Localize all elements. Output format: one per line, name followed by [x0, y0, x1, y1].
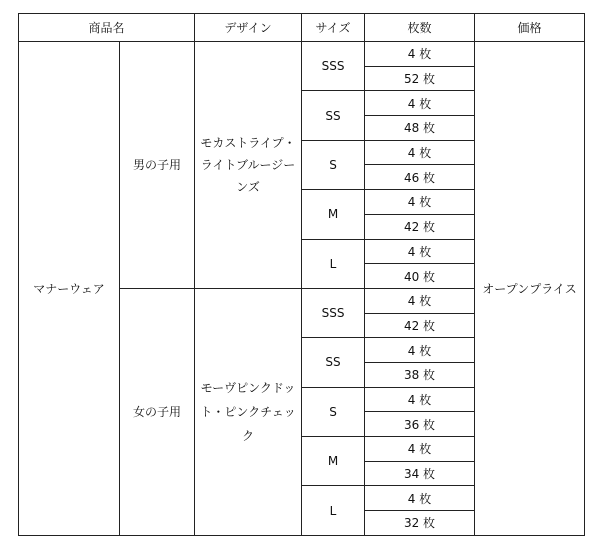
header-price: 価格	[475, 14, 585, 42]
table-row	[19, 42, 585, 67]
size-cell: M	[302, 437, 365, 486]
product-table	[18, 13, 585, 536]
size-cell: L	[302, 486, 365, 535]
header-product-name: 商品名	[19, 14, 195, 42]
size-cell: S	[302, 387, 365, 436]
product-name-cell: マナーウェア	[19, 42, 120, 536]
group-label-boys: 男の子用	[120, 42, 195, 289]
size-cell: SSS	[302, 42, 365, 91]
count-cell: 42 枚	[365, 313, 475, 338]
group-label-girls: 女の子用	[120, 288, 195, 535]
count-cell: 4 枚	[365, 387, 475, 412]
count-cell: 4 枚	[365, 239, 475, 264]
count-cell: 4 枚	[365, 140, 475, 165]
size-cell: SS	[302, 91, 365, 140]
size-cell: S	[302, 140, 365, 189]
count-cell: 4 枚	[365, 486, 475, 511]
count-cell: 36 枚	[365, 412, 475, 437]
count-cell: 4 枚	[365, 91, 475, 116]
header-count: 枚数	[365, 14, 475, 42]
design-boys: モカストライプ・ライトブルージーンズ	[195, 42, 302, 289]
size-cell: M	[302, 190, 365, 239]
header-design: デザイン	[195, 14, 302, 42]
count-cell: 4 枚	[365, 190, 475, 215]
price-cell: オープンプライス	[475, 42, 585, 536]
size-cell: SS	[302, 338, 365, 387]
count-cell: 4 枚	[365, 338, 475, 363]
count-cell: 4 枚	[365, 437, 475, 462]
size-cell: L	[302, 239, 365, 288]
count-cell: 46 枚	[365, 165, 475, 190]
size-cell: SSS	[302, 288, 365, 337]
count-cell: 34 枚	[365, 461, 475, 486]
count-cell: 32 枚	[365, 511, 475, 536]
count-cell: 48 枚	[365, 116, 475, 141]
count-cell: 4 枚	[365, 42, 475, 67]
count-cell: 40 枚	[365, 264, 475, 289]
count-cell: 38 枚	[365, 362, 475, 387]
count-cell: 52 枚	[365, 66, 475, 91]
header-size: サイズ	[302, 14, 365, 42]
header-row	[19, 14, 585, 42]
count-cell: 42 枚	[365, 214, 475, 239]
design-girls: モーヴピンクドット・ピンクチェック	[195, 288, 302, 535]
count-cell: 4 枚	[365, 288, 475, 313]
